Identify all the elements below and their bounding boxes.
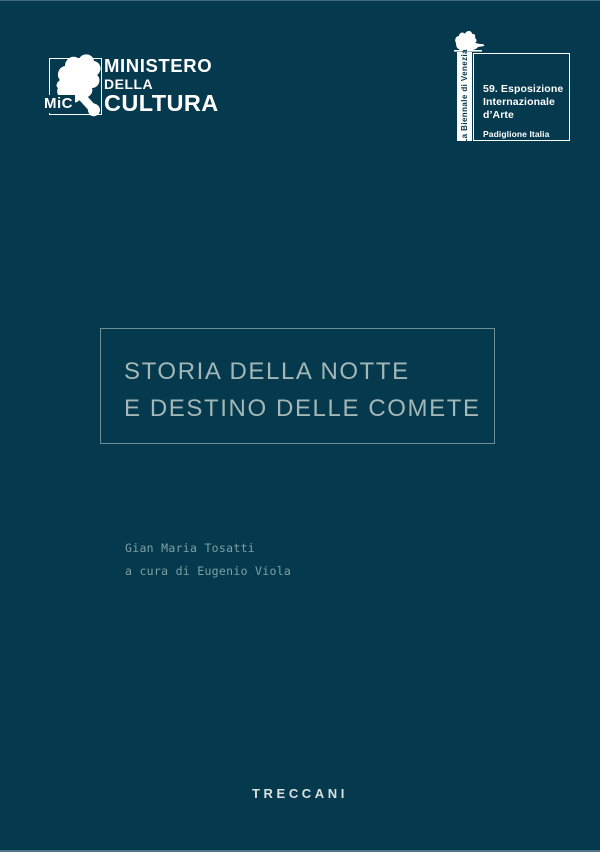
exhibition-line-1: 59. Esposizione [483, 83, 564, 95]
mic-wordmark-line-3: CULTURA [104, 90, 219, 116]
pavilion-label: Padiglione Italia [483, 129, 550, 139]
mic-wordmark [104, 57, 219, 114]
exhibition-line-3: d’Arte [483, 109, 514, 121]
credits [125, 537, 291, 583]
biennale-vertical-label: La Biennale di Venezia [460, 49, 469, 144]
curator-credit: a cura di Eugenio Viola [125, 564, 292, 578]
title-line-1: STORIA DELLA NOTTE [124, 358, 410, 385]
exhibition-line-2: Internazionale [483, 96, 555, 108]
title-frame [100, 328, 495, 444]
title-line-2: E DESTINO DELLE COMETE [124, 395, 481, 422]
mic-acronym: MiC [44, 95, 73, 112]
publisher-wordmark: TRECCANI [252, 786, 348, 801]
mic-wordmark-line-2: DELLA [104, 76, 154, 92]
mic-wordmark-line-1: MINISTERO [104, 55, 213, 76]
author-name: Gian Maria Tosatti [125, 541, 256, 555]
biennale-exhibition-frame [473, 53, 570, 141]
biennale-vertical-banner [457, 49, 472, 144]
